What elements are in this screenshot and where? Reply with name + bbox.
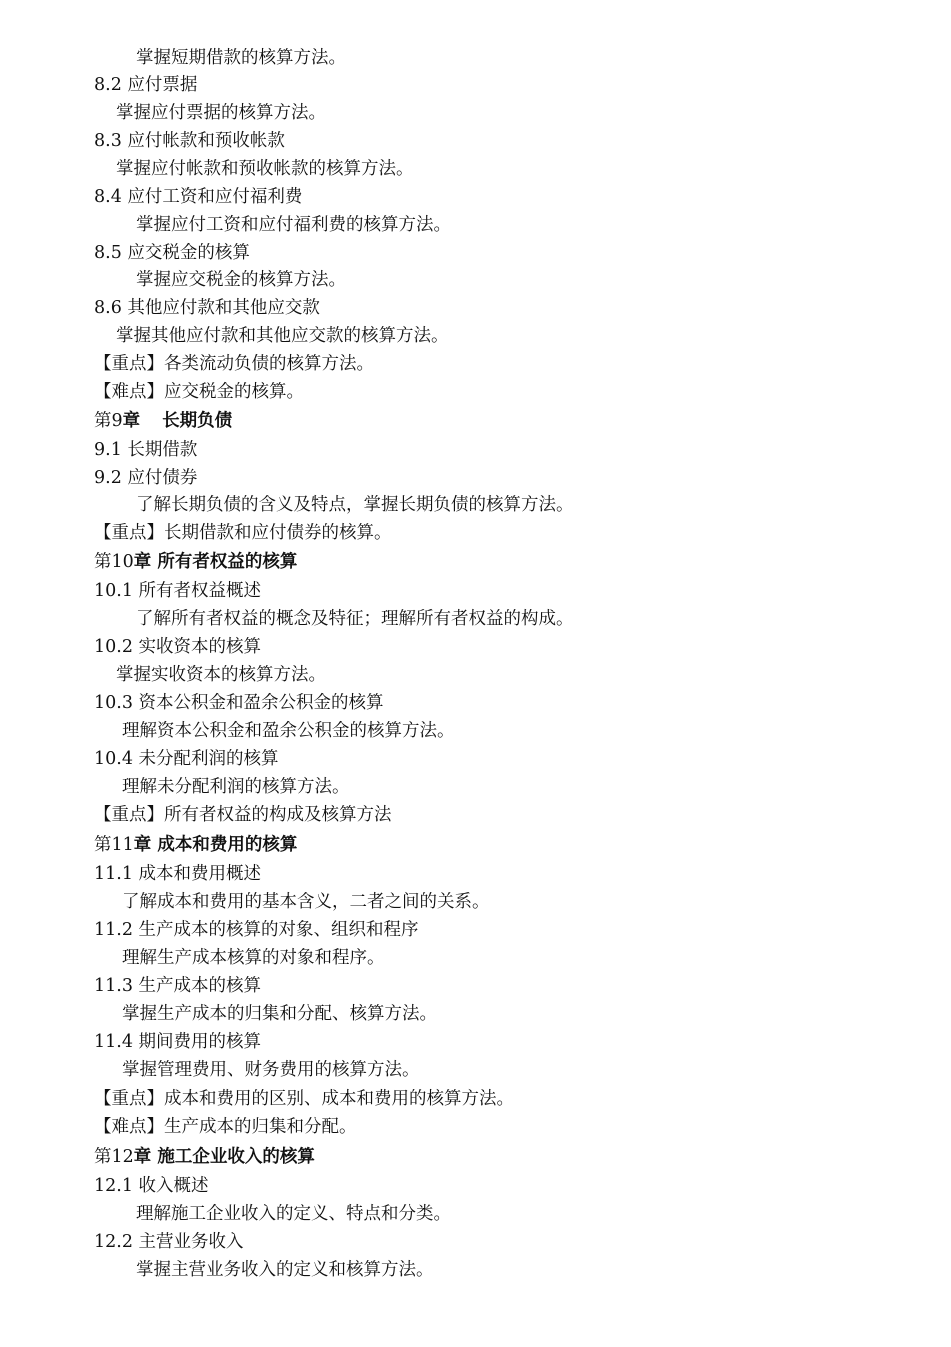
text-line: 掌握生产成本的归集和分配、核算方法。 xyxy=(122,1004,437,1024)
section-heading: 9.2 应付债券 xyxy=(94,468,198,488)
section-heading: 8.2 应付票据 xyxy=(94,75,198,95)
chapter-heading xyxy=(94,407,232,435)
difficulty-line: 【难点】应交税金的核算。 xyxy=(94,382,304,402)
section-heading: 8.6 其他应付款和其他应交款 xyxy=(94,298,320,318)
text-line: 掌握实收资本的核算方法。 xyxy=(116,665,326,685)
chapter-subtitle: 长期负债 xyxy=(162,411,233,431)
text-line: 掌握应付帐款和预收帐款的核算方法。 xyxy=(116,159,414,179)
section-heading: 10.2 实收资本的核算 xyxy=(94,637,262,657)
text-line: 掌握应付票据的核算方法。 xyxy=(116,103,326,123)
section-heading: 10.1 所有者权益概述 xyxy=(94,581,262,601)
chapter-number: 第12 xyxy=(94,1147,134,1167)
text-line: 了解长期负债的含义及特点，掌握长期负债的核算方法。 xyxy=(136,495,574,515)
chapter-title: 章 施工企业收入的核算 xyxy=(133,1147,315,1167)
section-heading: 11.2 生产成本的核算的对象、组织和程序 xyxy=(94,920,419,940)
chapter-heading xyxy=(94,548,297,576)
text-line: 掌握管理费用、财务费用的核算方法。 xyxy=(122,1060,420,1080)
chapter-number: 第11 xyxy=(94,835,134,855)
section-heading: 8.5 应交税金的核算 xyxy=(94,243,250,263)
text-line: 理解未分配利润的核算方法。 xyxy=(122,777,350,797)
chapter-title: 章 所有者权益的核算 xyxy=(133,552,298,572)
section-heading: 8.4 应付工资和应付福利费 xyxy=(94,187,303,207)
text-line: 掌握应付工资和应付福利费的核算方法。 xyxy=(136,215,451,235)
section-heading: 11.1 成本和费用概述 xyxy=(94,864,262,884)
difficulty-line: 【难点】生产成本的归集和分配。 xyxy=(94,1117,357,1137)
chapter-number: 第9 xyxy=(94,411,123,431)
chapter-title: 章 xyxy=(122,411,141,431)
section-heading: 11.4 期间费用的核算 xyxy=(94,1032,262,1052)
key-point-line: 【重点】长期借款和应付债券的核算。 xyxy=(94,523,392,543)
text-line: 掌握应交税金的核算方法。 xyxy=(136,270,346,290)
chapter-heading xyxy=(94,831,297,859)
section-heading: 9.1 长期借款 xyxy=(94,440,198,460)
chapter-heading xyxy=(94,1143,315,1171)
section-heading: 8.3 应付帐款和预收帐款 xyxy=(94,131,285,151)
text-line: 理解施工企业收入的定义、特点和分类。 xyxy=(136,1204,451,1224)
text-line: 理解生产成本核算的对象和程序。 xyxy=(122,948,385,968)
text-line: 了解成本和费用的基本含义，二者之间的关系。 xyxy=(122,892,490,912)
key-point-line: 【重点】各类流动负债的核算方法。 xyxy=(94,354,374,374)
chapter-title: 章 成本和费用的核算 xyxy=(133,835,298,855)
section-heading: 10.4 未分配利润的核算 xyxy=(94,749,279,769)
key-point-line: 【重点】所有者权益的构成及核算方法 xyxy=(94,805,392,825)
chapter-number: 第10 xyxy=(94,552,134,572)
text-line: 掌握其他应付款和其他应交款的核算方法。 xyxy=(116,326,449,346)
section-heading: 12.2 主营业务收入 xyxy=(94,1232,244,1252)
text-line: 掌握短期借款的核算方法。 xyxy=(136,48,346,68)
key-point-line: 【重点】成本和费用的区别、成本和费用的核算方法。 xyxy=(94,1089,514,1109)
text-line: 理解资本公积金和盈余公积金的核算方法。 xyxy=(122,721,455,741)
text-line: 掌握主营业务收入的定义和核算方法。 xyxy=(136,1260,434,1280)
section-heading: 10.3 资本公积金和盈余公积金的核算 xyxy=(94,693,384,713)
text-line: 了解所有者权益的概念及特征；理解所有者权益的构成。 xyxy=(136,609,574,629)
section-heading: 11.3 生产成本的核算 xyxy=(94,976,262,996)
section-heading: 12.1 收入概述 xyxy=(94,1176,209,1196)
